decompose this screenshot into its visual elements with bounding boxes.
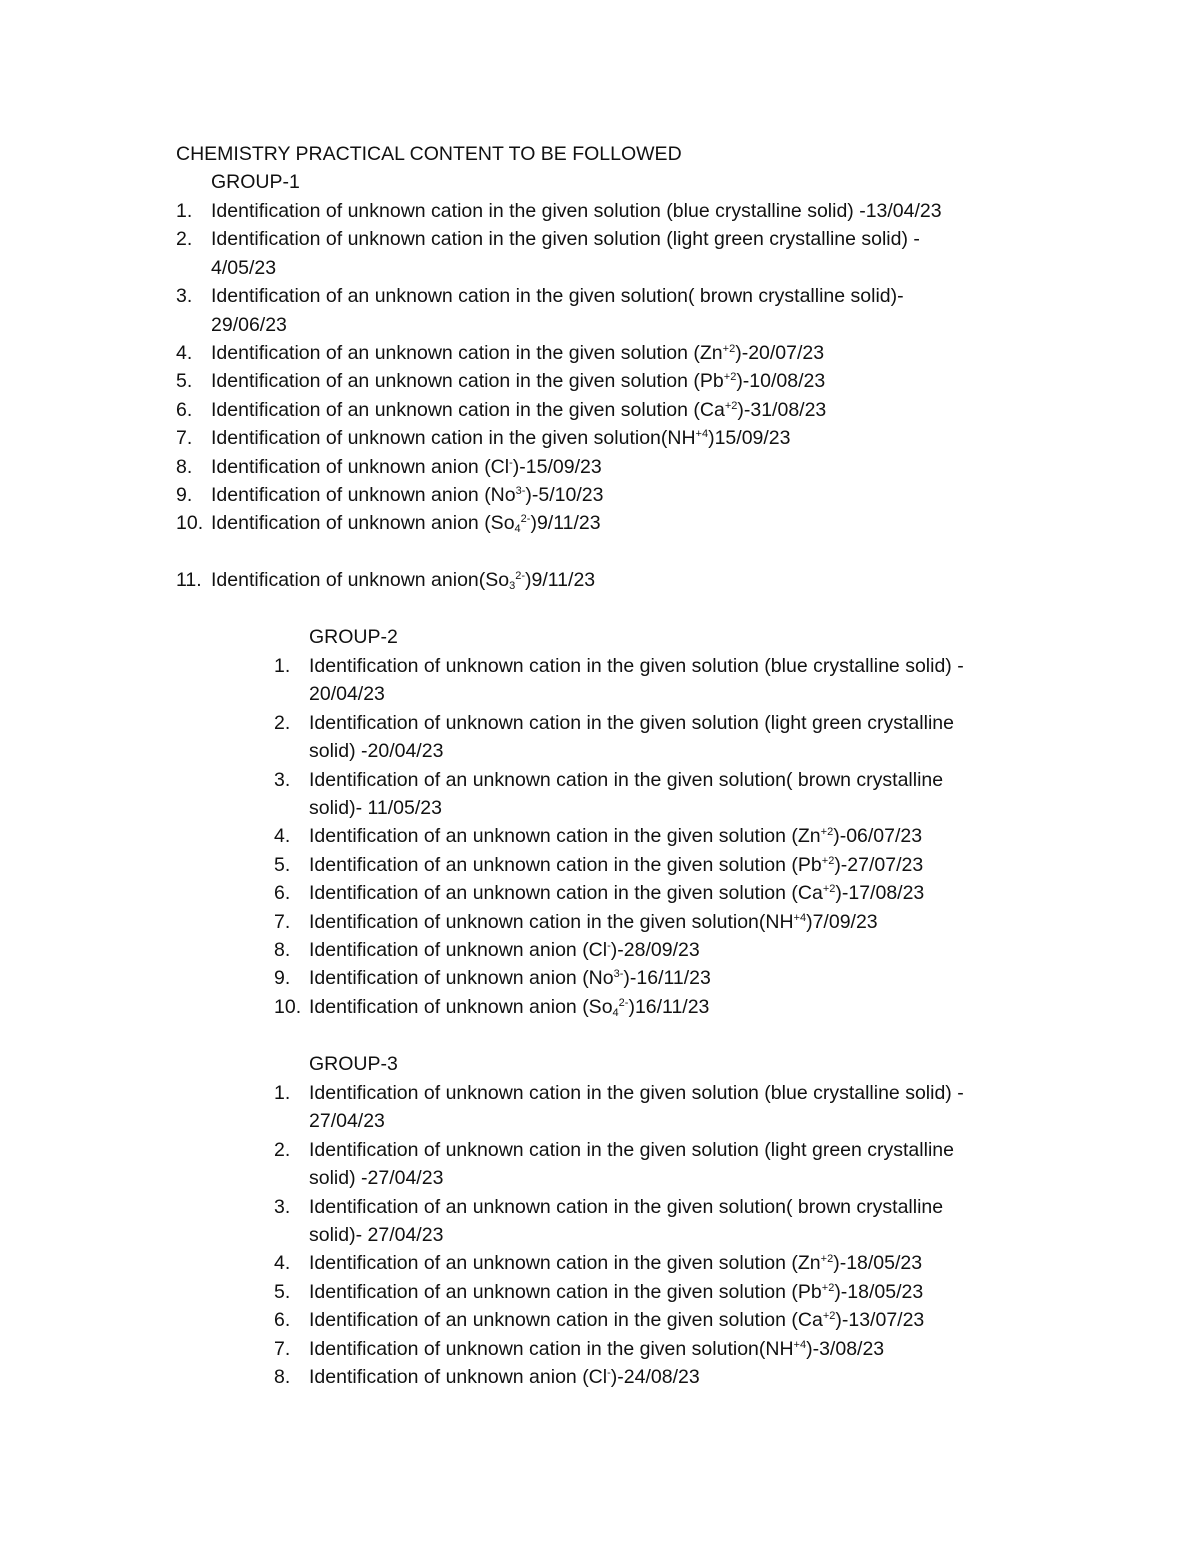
item-text-end: )9/11/23 <box>530 512 601 535</box>
list-item-number: 8. <box>274 1366 291 1388</box>
list-item-text <box>309 1249 922 1277</box>
list-item-number: 6. <box>274 1309 291 1332</box>
item-text-start: Identification of unknown anion (So <box>211 512 515 535</box>
list-item-continuation: solid) -20/04/23 <box>309 740 444 763</box>
superscript-charge: - <box>607 1367 611 1379</box>
item-text-start: Identification of unknown anion (So <box>309 995 613 1018</box>
superscript-charge: - <box>509 456 513 469</box>
subscript: 4 <box>514 523 521 536</box>
item-text-start: Identification of an unknown cation in the given solution (Zn <box>211 342 723 364</box>
list-item-text <box>211 509 601 537</box>
item-text-start: Identification of an unknown cation in the given solution (Ca <box>309 1309 823 1332</box>
superscript-charge: 3- <box>515 485 526 497</box>
list-item-continuation: 29/06/23 <box>211 313 287 336</box>
item-text-end: )-31/08/23 <box>737 398 827 421</box>
list-item-number: 10. <box>176 512 204 535</box>
superscript-charge: +2 <box>822 883 836 896</box>
item-text-start: Identification of unknown cation in the given solution(NH <box>309 910 794 933</box>
list-item-number: 4. <box>176 342 193 364</box>
item-text-end: )-16/11/23 <box>623 967 711 990</box>
item-text-start: Identification of an unknown cation in the given solution (Pb <box>309 1280 822 1303</box>
list-item-number: 3. <box>274 1195 291 1218</box>
superscript-charge: 2- <box>618 996 629 1009</box>
item-text-start: Identification of unknown anion (No <box>309 967 614 990</box>
list-item-text: Identification of unknown cation in the given solution (light green crystalline <box>309 1138 954 1161</box>
item-text-end: )-17/08/23 <box>835 882 925 905</box>
list-item-text <box>309 993 709 1021</box>
item-text-end: )16/11/23 <box>628 995 710 1018</box>
item-text-start: Identification of an unknown cation in the given solution (Zn <box>309 1252 821 1275</box>
item-text-end: )-18/05/23 <box>833 1252 923 1275</box>
superscript-charge: +2 <box>821 1281 835 1294</box>
superscript-charge: +2 <box>821 854 835 867</box>
list-item-text <box>309 908 878 936</box>
list-item-number: 1. <box>274 655 291 677</box>
superscript-charge: 2- <box>515 570 526 583</box>
list-item-number: 9. <box>274 967 291 990</box>
list-item-text: Identification of an unknown cation in the given solution( brown crystalline <box>309 1195 944 1218</box>
item-text-start: Identification of an unknown cation in the given solution (Ca <box>309 882 823 905</box>
superscript-charge: 2- <box>520 513 531 526</box>
superscript-charge: +2 <box>820 826 834 839</box>
superscript-charge: +2 <box>822 1310 836 1323</box>
superscript-charge: +2 <box>820 1253 834 1266</box>
list-item-number: 3. <box>176 285 193 308</box>
superscript-charge: +4 <box>793 1338 807 1351</box>
item-text-start: Identification of unknown anion (Cl <box>211 455 510 478</box>
item-text-end: )15/09/23 <box>708 427 791 450</box>
superscript-charge: +2 <box>723 371 737 384</box>
list-item-number: 11. <box>176 569 202 592</box>
item-text-end: )-10/08/23 <box>736 370 826 393</box>
list-item-text <box>309 1306 924 1334</box>
list-item-continuation: solid)- 11/05/23 <box>309 797 442 819</box>
list-item-number: 1. <box>274 1082 291 1104</box>
item-text-end: )-3/08/23 <box>806 1337 885 1360</box>
subscript: 3 <box>509 580 516 593</box>
list-item-text <box>309 1335 884 1363</box>
list-item-text: Identification of an unknown cation in the given solution( brown crystalline <box>309 768 944 791</box>
list-item-text <box>309 822 922 850</box>
item-text-end: )9/11/23 <box>525 569 596 592</box>
list-item-continuation: solid) -27/04/23 <box>309 1167 444 1190</box>
list-item-text <box>309 851 923 879</box>
item-text-start: Identification of an unknown cation in the given solution (Zn <box>309 825 821 848</box>
item-text-start: Identification of unknown anion (Cl <box>309 1366 608 1388</box>
list-item-text <box>211 424 791 452</box>
list-item-number: 1. <box>176 200 193 222</box>
list-item-number: 6. <box>176 398 193 421</box>
item-text-end: )-15/09/23 <box>512 455 602 478</box>
item-text-end: )-28/09/23 <box>610 939 700 961</box>
superscript-charge: +2 <box>722 343 736 355</box>
list-item-number: 5. <box>274 1280 291 1303</box>
item-text-end: )-06/07/23 <box>833 825 923 848</box>
group-heading: GROUP-1 <box>211 171 300 193</box>
list-item-text <box>211 367 825 395</box>
list-item-text <box>309 879 924 907</box>
item-text-start: Identification of unknown anion(So <box>211 569 510 592</box>
list-item-text <box>309 1278 923 1306</box>
list-item-number: 2. <box>274 711 291 734</box>
item-text-end: )-5/10/23 <box>525 484 604 506</box>
list-item-number: 8. <box>176 455 193 478</box>
item-text-end: )-27/07/23 <box>834 853 924 876</box>
item-text-start: Identification of an unknown cation in the given solution (Pb <box>211 370 724 393</box>
item-text-end: )-24/08/23 <box>610 1366 700 1388</box>
item-text-start: Identification of unknown anion (Cl <box>309 939 608 961</box>
superscript-charge: - <box>607 940 611 952</box>
item-text-end: )-18/05/23 <box>834 1280 924 1303</box>
group-heading: GROUP-2 <box>309 626 398 648</box>
list-item-number: 7. <box>274 910 291 933</box>
list-item-text <box>211 339 824 367</box>
list-item-number: 9. <box>176 484 193 506</box>
list-item-number: 8. <box>274 939 291 961</box>
list-item-text <box>309 964 711 992</box>
superscript-charge: +4 <box>695 428 709 441</box>
list-item-text <box>211 396 826 424</box>
list-item-continuation: 27/04/23 <box>309 1110 385 1133</box>
item-text-start: Identification of unknown cation in the given solution(NH <box>309 1337 794 1360</box>
superscript-charge: +2 <box>724 399 738 412</box>
list-item-text: Identification of unknown cation in the given solution (blue crystalline solid) -13/04/23 <box>211 200 942 222</box>
superscript-charge: +4 <box>793 911 807 924</box>
item-text-end: )-20/07/23 <box>735 342 825 364</box>
group-heading: GROUP-3 <box>309 1053 398 1075</box>
list-item-number: 2. <box>176 228 193 251</box>
list-item-text: Identification of unknown cation in the given solution (blue crystalline solid) - <box>309 1082 964 1104</box>
document-title: CHEMISTRY PRACTICAL CONTENT TO BE FOLLOWED <box>176 143 682 165</box>
list-item-text <box>211 566 595 594</box>
item-text-start: Identification of an unknown cation in the given solution (Ca <box>211 398 725 421</box>
subscript: 4 <box>612 1006 619 1019</box>
list-item-continuation: 20/04/23 <box>309 683 385 706</box>
list-item-number: 5. <box>176 370 193 393</box>
list-item-text <box>211 481 603 509</box>
item-text-end: )7/09/23 <box>806 910 878 933</box>
item-text-start: Identification of unknown anion (No <box>211 484 516 506</box>
list-item-text <box>211 453 602 481</box>
list-item-number: 7. <box>176 427 193 450</box>
list-item-text: Identification of unknown cation in the given solution (light green crystalline solid) - <box>211 228 920 251</box>
list-item-number: 7. <box>274 1337 291 1360</box>
item-text-start: Identification of an unknown cation in the given solution (Pb <box>309 853 822 876</box>
item-text-start: Identification of unknown cation in the given solution(NH <box>211 427 696 450</box>
list-item-number: 2. <box>274 1138 291 1161</box>
list-item-number: 4. <box>274 825 291 848</box>
list-item-text <box>309 1363 700 1391</box>
list-item-continuation: 4/05/23 <box>211 256 277 279</box>
list-item-number: 5. <box>274 853 291 876</box>
list-item-text: Identification of an unknown cation in the given solution( brown crystalline solid)- <box>211 285 904 308</box>
list-item-number: 4. <box>274 1252 291 1275</box>
superscript-charge: 3- <box>613 968 624 981</box>
list-item-number: 3. <box>274 768 291 791</box>
list-item-number: 6. <box>274 882 291 905</box>
list-item-text <box>309 936 700 964</box>
list-item-continuation: solid)- 27/04/23 <box>309 1224 444 1246</box>
item-text-end: )-13/07/23 <box>835 1309 925 1332</box>
list-item-text: Identification of unknown cation in the given solution (blue crystalline solid) - <box>309 655 964 677</box>
list-item-text: Identification of unknown cation in the given solution (light green crystalline <box>309 711 954 734</box>
list-item-number: 10. <box>274 995 302 1018</box>
